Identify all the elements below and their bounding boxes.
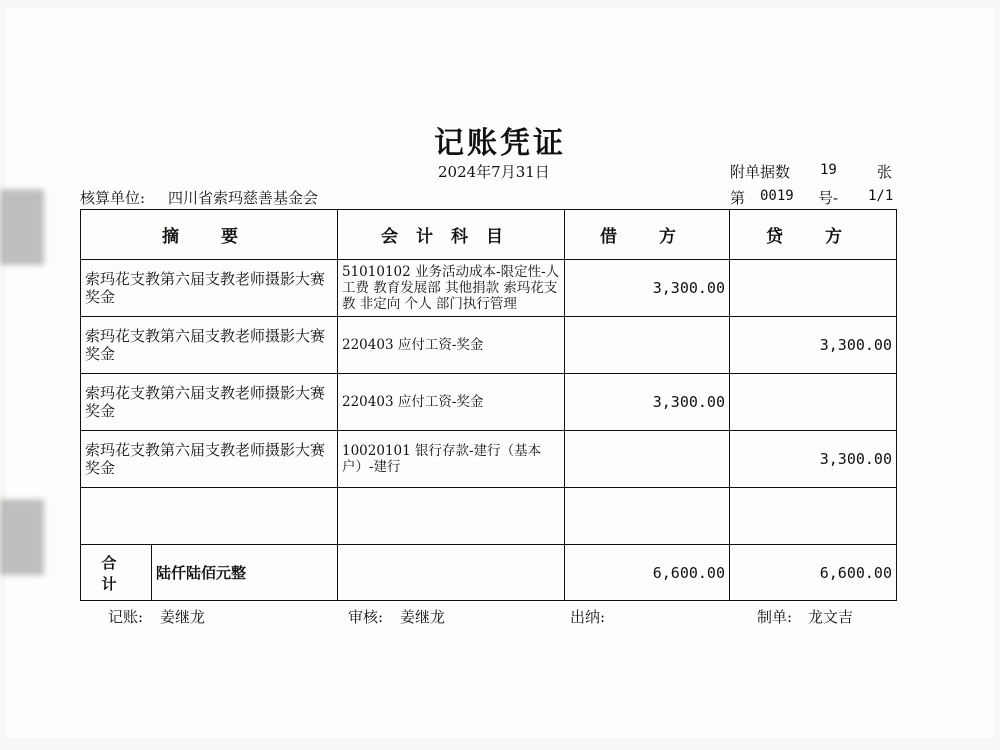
row-debit <box>565 317 730 374</box>
voucher-suffix: 号- <box>818 189 839 207</box>
header-debit: 借 方 <box>565 210 730 260</box>
row-summary: 索玛花支教第六届支教老师摄影大赛奖金 <box>81 431 338 488</box>
row-account: 51010102 业务活动成本-限定性-人工费 教育发展部 其他捐款 索玛花支教 非定向 个人 部门执行管理 <box>338 260 565 317</box>
row-credit: 3,300.00 <box>730 317 897 374</box>
reviewer-label: 审核: <box>348 608 384 626</box>
voucher-table <box>80 209 897 601</box>
unit-name: 四川省索玛慈善基金会 <box>168 189 319 207</box>
total-credit: 6,600.00 <box>730 545 897 601</box>
total-amount-words: 陆仟陆佰元整 <box>151 545 337 600</box>
header-summary: 摘 要 <box>81 210 338 260</box>
row-account: 10020101 银行存款-建行（基本户）-建行 <box>338 431 565 488</box>
row-account: 220403 应付工资-奖金 <box>338 374 565 431</box>
voucher-number: 0019 <box>760 188 794 204</box>
row-credit: 3,300.00 <box>730 431 897 488</box>
row-summary <box>81 488 338 545</box>
table-row <box>81 431 897 488</box>
bookkeeper-name: 姜继龙 <box>160 608 206 626</box>
attachments-count: 19 <box>820 162 837 178</box>
attachments-unit: 张 <box>877 163 893 181</box>
voucher-date: 2024年7月31日 <box>438 163 550 181</box>
row-debit: 3,300.00 <box>565 260 730 317</box>
row-debit <box>565 488 730 545</box>
total-label: 合 计 <box>101 553 131 593</box>
cashier-label: 出纳: <box>570 608 606 626</box>
voucher-title: 记账凭证 <box>434 126 566 161</box>
preparer-label: 制单: <box>757 608 793 626</box>
table-row-empty <box>81 488 897 545</box>
row-credit <box>730 260 897 317</box>
preparer-name: 龙文吉 <box>808 608 854 626</box>
reviewer-name: 姜继龙 <box>400 608 446 626</box>
scan-smudge <box>0 190 44 265</box>
header-credit: 贷 方 <box>730 210 897 260</box>
bookkeeper-label: 记账: <box>108 608 144 626</box>
table-row <box>81 374 897 431</box>
row-summary: 索玛花支教第六届支教老师摄影大赛奖金 <box>81 374 338 431</box>
total-cell <box>81 545 338 601</box>
row-debit: 3,300.00 <box>565 374 730 431</box>
row-account: 220403 应付工资-奖金 <box>338 317 565 374</box>
row-credit <box>730 374 897 431</box>
attachments-label: 附单据数 <box>730 163 791 181</box>
row-debit <box>565 431 730 488</box>
unit-label: 核算单位: <box>80 189 146 207</box>
table-header-row <box>81 210 897 260</box>
total-account-empty <box>338 545 565 601</box>
row-summary: 索玛花支教第六届支教老师摄影大赛奖金 <box>81 260 338 317</box>
voucher-prefix: 第 <box>730 189 746 207</box>
table-row <box>81 317 897 374</box>
row-summary: 索玛花支教第六届支教老师摄影大赛奖金 <box>81 317 338 374</box>
total-debit: 6,600.00 <box>565 545 730 601</box>
table-row <box>81 260 897 317</box>
voucher-page: 1/1 <box>868 188 894 204</box>
header-account: 会计科目 <box>338 210 565 260</box>
row-account <box>338 488 565 545</box>
total-row <box>81 545 897 601</box>
scan-smudge <box>0 500 44 575</box>
row-credit <box>730 488 897 545</box>
